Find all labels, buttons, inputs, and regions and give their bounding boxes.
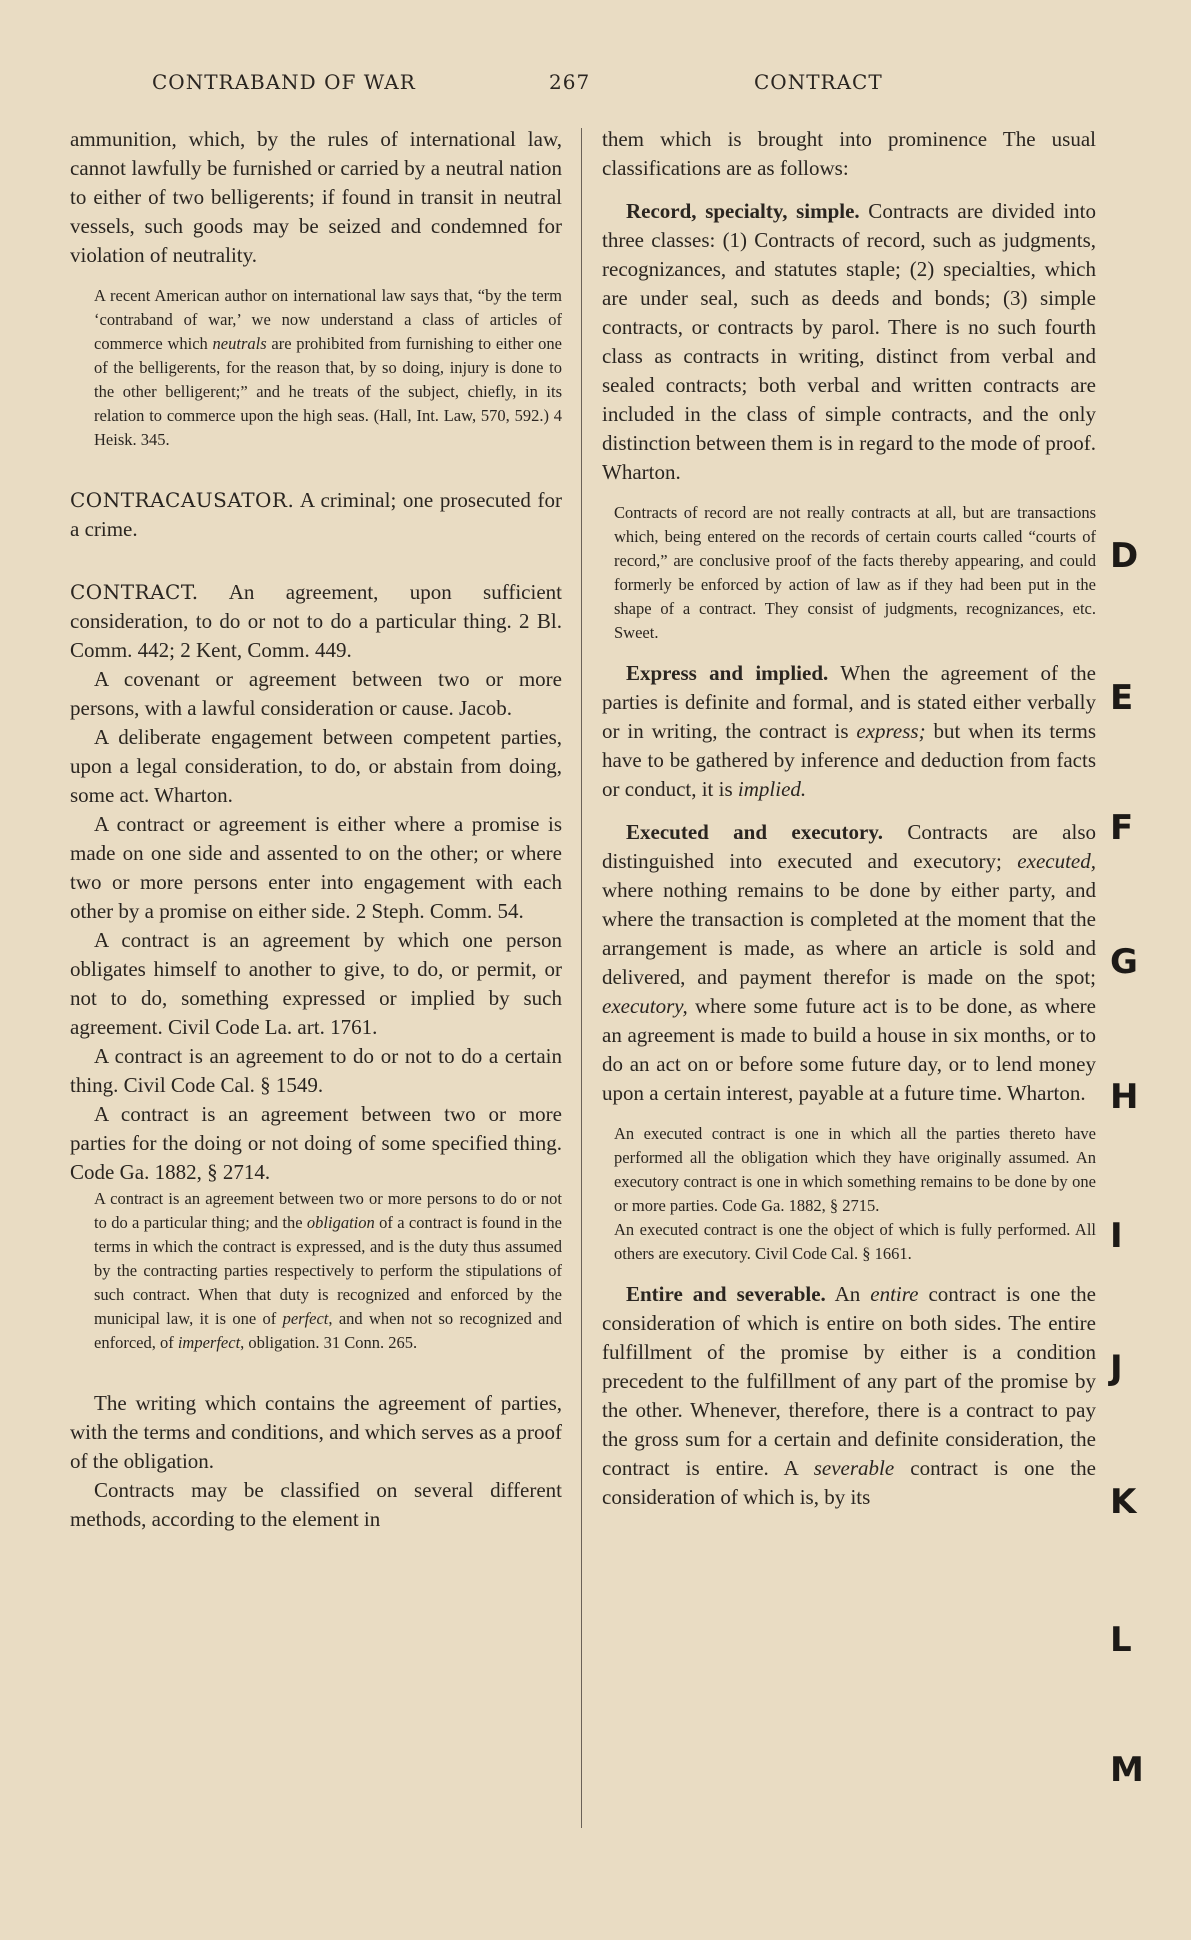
contract-definition-ga: A contract is an agreement between two or more parties for the doing or not doing of some specified thing. Code Ga. 1882, § 2714. <box>70 1102 562 1184</box>
contract-definition-cal: A contract is an agreement to do or not to do a certain thing. Civil Code Cal. § 1549. <box>70 1044 562 1097</box>
thumb-index-j: J <box>1110 1348 1123 1388</box>
thumb-index-e: E <box>1110 678 1134 718</box>
section-record-specialty-simple: Record, specialty, simple. Contracts are divided into three classes: (1) Contracts of record, such as judgments, recognizances, and statutes staple; (2) specialties, which are under seal, such as deeds and bonds; (3) simple contracts, or contracts by parol. There is no such fourth class as contracts in writing, distinct from verbal and sealed contracts; both verbal and written contracts are included in the class of simple contracts, and the only distinction between them is in regard to the mode of proof. Wharton. <box>602 199 1097 484</box>
right-column <box>582 125 1096 1512</box>
section-express-implied: Express and implied. When the agreement of the parties is definite and formal, and is stated either verbally or in writing, the contract is express; but when its terms have to be gathered by inference and deduction from facts or conduct, it is implied. <box>602 661 1096 801</box>
subheading-executed: Executed and executory. <box>626 820 883 844</box>
headword-contracausator: CONTRACAUSATOR. <box>70 488 295 512</box>
header-right-term: CONTRACT <box>754 70 883 94</box>
thumb-index-g: G <box>1110 942 1138 982</box>
running-header <box>0 70 1191 100</box>
contraband-note: A recent American author on international law says that, “by the term ‘contraband of war,’ we now understand a class of articles of commerce which neutrals are prohibited from furnishing to either one of the belligerents, for the reason that, by so doing, injury is done to the other belligerent;” and he treats of the subject, chiefly, in its relation to commerce upon the high seas. (Hall, Int. Law, 570, 592.) 4 Heisk. 345. <box>94 286 562 449</box>
thumb-index-d: D <box>1110 536 1139 576</box>
executed-note-cal: An executed contract is one the object of which is fully performed. All others are executory. Civil Code Cal. § 1661. <box>614 1220 1096 1263</box>
record-note: Contracts of record are not really contracts at all, but are transactions which, being entered on the records of certain courts called “courts of record,” are conclusive proof of the facts thereby appearing, and could formerly be enforced by action of law as if they had been put in the shape of a contract. They consist of judgments, recognizances, etc. Sweet. <box>614 503 1096 642</box>
page-number: 267 <box>549 70 591 94</box>
headword-contract: CONTRACT. <box>70 580 199 604</box>
contract-definition-jacob: A covenant or agreement between two or more persons, with a lawful consideration or cause. Jacob. <box>70 667 562 720</box>
contract-definition-wharton: A deliberate engagement between competent parties, upon a legal consideration, to do, or abstain from doing, some act. Wharton. <box>70 725 562 807</box>
contraband-definition-continued: ammunition, which, by the rules of international law, cannot lawfully be furnished or carried by a neutral nation to either of two belligerents; if found in transit in neutral vessels, such goods may be seized and condemned for violation of neutrality. <box>70 127 562 267</box>
subheading-record: Record, specialty, simple. <box>626 199 860 223</box>
entry-contract: CONTRACT. An agreement, upon sufficient consideration, to do or not to do a particular thing. 2 Bl. Comm. 442; 2 Kent, Comm. 449. <box>70 580 562 662</box>
thumb-index-l: L <box>1110 1620 1132 1660</box>
entry-contracausator: CONTRACAUSATOR. A criminal; one prosecuted for a crime. <box>70 488 562 541</box>
thumb-index-i: I <box>1110 1216 1123 1256</box>
header-left-term: CONTRABAND OF WAR <box>152 70 416 94</box>
subheading-express: Express and implied. <box>626 661 829 685</box>
contract-classification-intro: Contracts may be classified on several different methods, according to the element in <box>70 1478 562 1531</box>
thumb-index-h: H <box>1110 1077 1139 1117</box>
classification-intro-continued: them which is brought into prominence The usual classifications are as follows: <box>602 127 1096 180</box>
section-executed-executory: Executed and executory. Contracts are also distinguished into executed and executory; executed, where nothing remains to be done by either party, and where the transaction is completed at the moment that the arrangement is made, as where an article is sold and delivered, and payment therefor is made on the spot; executory, where some future act is to be done, as where an agreement is made to build a house in six months, or to do an act on or before some future day, or to lend money upon a certain interest, payable at a future time. Wharton. <box>602 820 1096 1105</box>
contract-definition-la: A contract is an agreement by which one person obligates himself to another to give, to do, or permit, or not to do, something expressed or implied by such agreement. Civil Code La. art. 1761. <box>70 928 562 1039</box>
subheading-entire: Entire and severable. <box>626 1282 826 1306</box>
thumb-index-m: M <box>1110 1750 1144 1790</box>
section-entire-severable: Entire and severable. An entire contract is one the consideration of which is entire on both sides. The entire fulfillment of the promise by either is a condition precedent to the fulfillment of any part of the promise by the other. Whenever, therefore, there is a contract to pay the gross sum for a certain and definite consideration, the contract is entire. A severable contract is one the consideration of which is, by its <box>602 1282 1097 1509</box>
thumb-index-f: F <box>1110 808 1134 848</box>
thumb-index-k: K <box>1110 1482 1137 1522</box>
contract-definition-steph: A contract or agreement is either where a promise is made on one side and assented to on the other; or where two or more persons enter into engagement with each other by a promise on either side. 2 Steph. Comm. 54. <box>70 812 562 923</box>
contract-writing-definition: The writing which contains the agreement of parties, with the terms and conditions, and which serves as a proof of the obligation. <box>70 1391 562 1473</box>
contract-obligation-note: A contract is an agreement between two or more persons to do or not to do a particular thing; and the obligation of a contract is found in the terms in which the contract is expressed, and is the duty thus assumed by the contracting parties respectively to perform the stipulations of such contract. When that duty is recognized and enforced by the municipal law, it is one of perfect, and when not so recognized and enforced, of imperfect, obligation. 31 Conn. 265. <box>94 1189 562 1352</box>
executed-note-ga: An executed contract is one in which all the parties thereto have performed all the obligation which they have originally assumed. An executory contract is one in which something remains to be done by one or more parties. Code Ga. 1882, § 2715. <box>614 1124 1096 1215</box>
left-column <box>70 125 562 1534</box>
